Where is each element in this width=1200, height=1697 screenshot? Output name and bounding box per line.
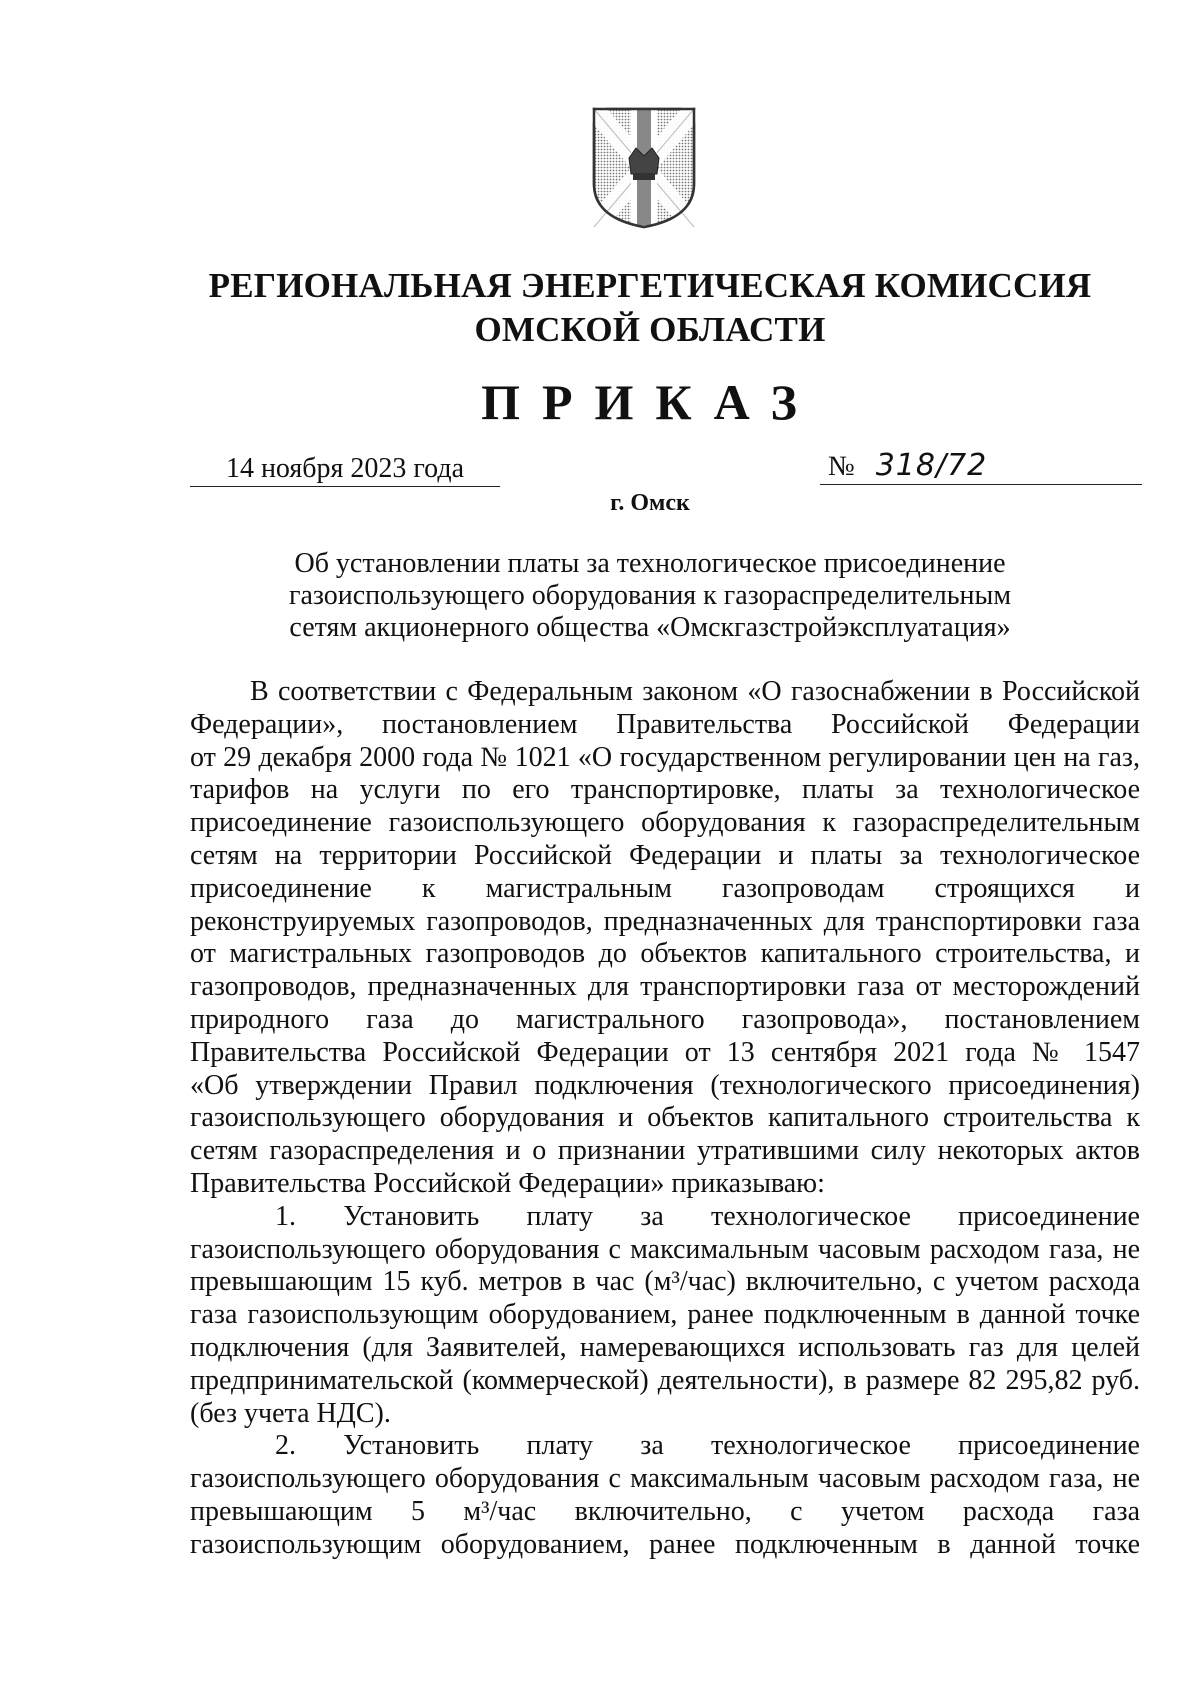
body-line: газоиспользующего оборудования с максимальным часовым расходом газа, не — [190, 1463, 1140, 1495]
body-line: В соответствии с Федеральным законом «О газоснабжении в Российской — [250, 676, 1140, 707]
body-line: газоиспользующим оборудованием, ранее подключенным в данной точке — [190, 1528, 1140, 1560]
document-city: г. Омск — [610, 490, 690, 516]
subject-line: газоиспользующего оборудования к газораспределительным — [288, 580, 1012, 611]
document-body — [190, 676, 1140, 1562]
body-line: газа газоиспользующим оборудованием, ранее подключенным в данной точке — [190, 1299, 1140, 1331]
body-line: Правительства Российской Федерации» приказываю: — [190, 1167, 825, 1199]
body-line: подключения (для Заявителей, намеревающихся использовать газ для целей — [190, 1331, 1140, 1363]
body-line: присоединение к магистральным газопроводам строящихся и — [190, 872, 1140, 904]
document-number — [820, 449, 1142, 485]
body-line: присоединение газоиспользующего оборудования к газораспределительным — [190, 807, 1140, 839]
body-line: от 29 декабря 2000 года № 1021 «О государственном регулировании цен на газ, — [190, 741, 1140, 773]
body-line: (без учета НДС). — [190, 1397, 391, 1429]
body-line: предпринимательской (коммерческой) деятельности), в размере 82 295,82 руб. — [190, 1364, 1140, 1396]
body-line: превышающим 15 куб. метров в час (м³/час) включительно, с учетом расхода — [190, 1266, 1140, 1298]
document-subject — [150, 548, 1150, 644]
body-line: превышающим 5 м³/час включительно, с учетом расхода газа — [190, 1495, 1140, 1527]
subject-line: сетям акционерного общества «Омскгазстройэксплуатация» — [289, 612, 1011, 643]
body-line: 2. Установить плату за технологическое присоединение — [275, 1430, 1140, 1462]
body-line: Федерации», постановлением Правительства Российской Федерации — [190, 708, 1140, 740]
body-line: сетям газораспределения и о признании утратившими силу некоторых актов — [190, 1135, 1140, 1167]
body-line: тарифов на услуги по его транспортировке, платы за технологическое — [190, 774, 1140, 806]
body-line: реконструируемых газопроводов, предназначенных для транспортировки газа — [190, 905, 1140, 937]
body-line: сетям на территории Российской Федерации и платы за технологическое — [190, 839, 1140, 871]
body-line: газоиспользующего оборудования с максимальным часовым расходом газа, не — [190, 1233, 1140, 1265]
organization-name-line-2: ОМСКОЙ ОБЛАСТИ — [474, 310, 826, 349]
coat-of-arms-icon — [591, 106, 697, 230]
organization-name-line-1: РЕГИОНАЛЬНАЯ ЭНЕРГЕТИЧЕСКАЯ КОМИССИЯ — [208, 266, 1092, 305]
body-line: газопроводов, предназначенных для транспортировки газа от месторождений — [190, 971, 1140, 1003]
body-line: природного газа до магистрального газопровода», постановлением — [190, 1003, 1140, 1035]
body-line: от магистральных газопроводов до объектов капитального строительства, и — [190, 938, 1140, 970]
body-line: «Об утверждении Правил подключения (технологического присоединения) — [190, 1069, 1140, 1101]
number-value: 318/72 — [875, 448, 988, 483]
body-line: Правительства Российской Федерации от 13 сентября 2021 года № 1547 — [190, 1036, 1140, 1068]
subject-line: Об установлении платы за технологическое присоединение — [294, 548, 1006, 579]
body-line: газоиспользующего оборудования и объектов капитального строительства к — [190, 1102, 1140, 1134]
document-date: 14 ноября 2023 года — [190, 452, 500, 487]
number-label: № — [828, 451, 855, 482]
document-type-title: ПРИКАЗ — [481, 374, 819, 430]
body-line: 1. Установить плату за технологическое присоединение — [275, 1200, 1140, 1232]
